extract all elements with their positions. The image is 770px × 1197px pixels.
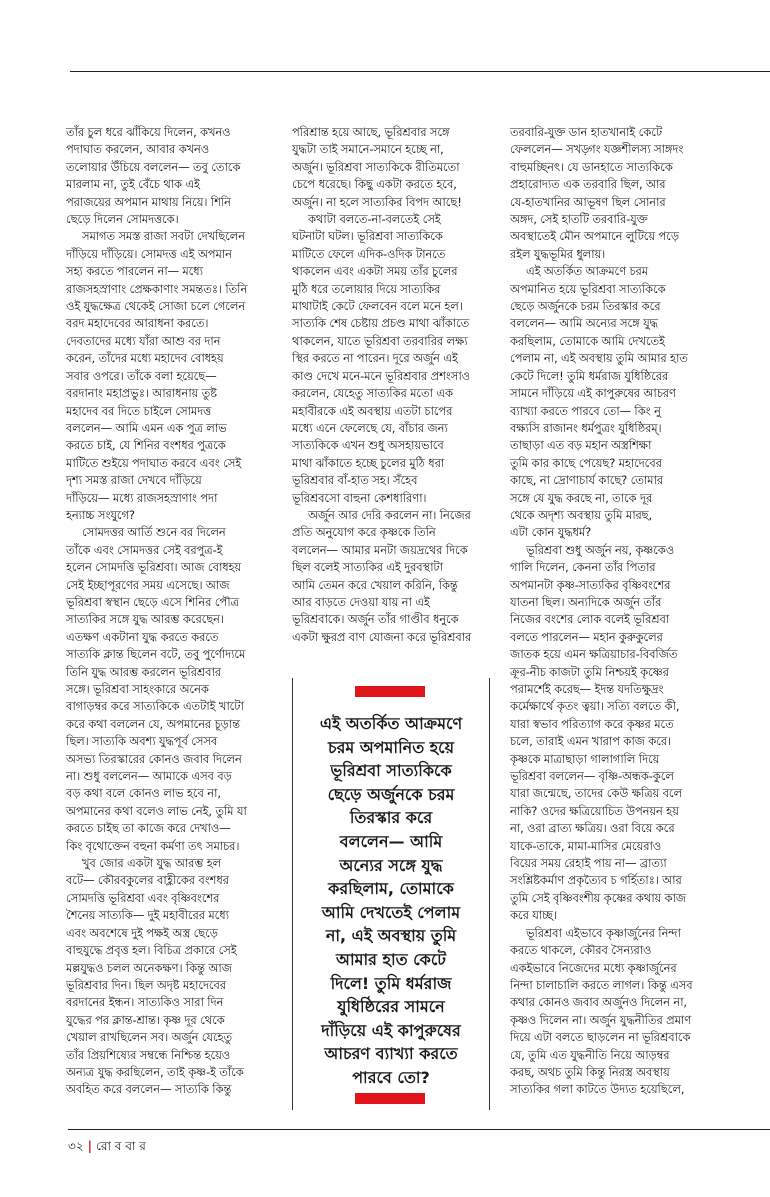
text-line: সমাগত সমস্ত রাজা সবটা দেখছিলেন — [82, 229, 245, 244]
text-line: কর্মেক্ষার্থে কৃতং ত্বয়া। সত্যি বলতে কী, — [510, 699, 680, 714]
pull-quote-line: দাঁড়িয়ে এই কাপুরুষের — [321, 1020, 461, 1040]
text-line: করেন, তাঁদের মধ্যে মহাদেব বোধহয় — [66, 351, 224, 366]
footer-separator: | — [87, 1139, 92, 1153]
text-line: নাকি? ওদের ক্ষত্রিয়োচিত উপনয়ন হয় — [510, 803, 679, 818]
text-line: তলোয়ার উঁচিয়ে বললেন— তবু তোকে — [66, 159, 241, 174]
text-line: ব্যাখ্যা করতে পারবে তো— কিং নু — [510, 403, 661, 418]
text-line: খুব জোর একটা যুদ্ধ আরম্ভ হল — [82, 856, 222, 871]
text-line: কৃষ্ণকে মাত্রাছাড়া গালাগালি দিয়ে — [510, 751, 660, 766]
text-line: থেকে অদৃশ্য অবস্থায় তুমি মারছ, — [510, 507, 652, 522]
text-line: সাত্যকি শেষ চেষ্টায় প্রচণ্ড মাথা ঝাঁকাতে — [292, 316, 470, 331]
text-line: রাজসহস্রাণাং প্রেক্ষকাণাং সমন্ততঃ। তিনি — [66, 281, 248, 296]
text-line: ফেললেন— সখড়্গং যজ্ঞশীলস্য সাঙ্গদং — [510, 142, 684, 157]
text-line: কাণ্ড দেখে মনে-মনে ভূরিশ্রবার প্রশংসাও — [292, 368, 470, 383]
text-line: বলতে পারলেন— মহান কুরুকুলের — [510, 629, 663, 644]
text-line: তিনি যুদ্ধ আরম্ভ করলেন ভূরিশ্রবার — [66, 664, 221, 679]
text-line: পরিশ্রান্ত হয়ে আছে, ভূরিশ্রবার সঙ্গে — [292, 125, 450, 139]
text-line: সংশ্লিষ্টকর্মাণ প্রকৃত্যৈব চ গর্হিতাঃ। আর — [510, 873, 682, 888]
article-column-right — [510, 124, 738, 1099]
pull-quote-line: আচরণ ব্যাখ্যা করতে — [324, 1044, 458, 1064]
pull-quote-text — [293, 712, 489, 1090]
text-line: খেয়াল রাখছিলেন সব। অর্জুন যেহেতু — [66, 1030, 233, 1045]
text-line: শৈনেয় সাত্যকি— দুই মহাবীরের মধ্যে — [66, 908, 229, 923]
page-number: ৩২ — [68, 1139, 84, 1153]
text-line: নিজের বংশের লোক বলেই ভূরিশ্রবা — [510, 612, 670, 627]
pull-quote-line: ছেড়ে অর্জুনকে চরম — [327, 784, 455, 804]
text-line: অবহিত করে বললেন— সাত্যকি কিন্তু — [66, 1082, 232, 1097]
text-line: ক্রূর-নীচ কাজটা তুমি নিশ্চয়ই কৃষ্ণের — [510, 664, 669, 679]
text-line: মাথা ঝাঁকাতে হচ্ছে চুলের মুঠি ধরা — [292, 455, 445, 470]
text-line: পেলাম না, এই অবস্থায় তুমি আমার হাত — [510, 351, 688, 366]
text-line: যে, তুমি এত যুদ্ধনীতি নিয়ে আড়ম্বর — [510, 1047, 670, 1062]
text-line: সাত্যকির গলা কাটতে উদ্যত হয়েছিলে, — [510, 1082, 685, 1097]
text-line: হলেন সোমদত্তি ভূরিশ্রবা। আজ বোধহয় — [66, 560, 242, 575]
text-line: বড় কথা বলে কোনও লাভ হবে না, — [66, 786, 221, 801]
pull-quote-top-bar — [355, 686, 425, 697]
text-line: সঙ্গে। ভূরিশ্রবা সাহংকারে অনেক — [66, 682, 209, 696]
text-line: অসভ্য তিরস্কারের কোনও জবাব দিলেন — [66, 751, 242, 766]
text-line: মধ্যে এনে ফেলেছে যে, বাঁচার জন্য — [292, 420, 448, 435]
text-line: সঙ্গে যে যুদ্ধ করছে না, তাকে দূর — [510, 490, 653, 505]
text-line: যুদ্ধটা তাই সমানে-সমানে হচ্ছে না, — [292, 142, 444, 157]
text-line: এই অতর্কিত আক্রমণে চরম — [526, 264, 648, 279]
text-line: নিন্দা চালাচালি করতে লাগল। কিন্তু এসব — [510, 977, 693, 992]
text-line: চেপে ধরেছে। কিছু একটা করতে হবে, — [292, 177, 457, 192]
text-line: এবং অবশেষে দুই পক্ষই অস্ত্র ছেড়ে — [66, 925, 218, 940]
text-line: স্থির করতে না পারেন। দূরে অর্জুন এই — [292, 351, 458, 366]
pull-quote-line: যুধিষ্ঠিরের সামনে — [337, 997, 445, 1017]
text-line: সাত্যকির সঙ্গে যুদ্ধ আরম্ভ করেছেন। — [66, 612, 224, 627]
text-line: প্রতি অনুযোগ করে কৃষ্ণকে তিনি — [292, 525, 436, 540]
text-line: মল্লযুদ্ধও চলল অনেকক্ষণ। কিন্তু আজ — [66, 960, 232, 975]
text-line: কাছে, না দ্রোণাচার্য কাছে? তোমার — [510, 473, 663, 488]
text-line: অর্জুন। না হলে সাত্যকির বিপদ আছে! — [292, 194, 462, 209]
text-line: তরবারি-যুক্ত ডান হাতখানাই কেটে — [510, 125, 663, 139]
text-line: বরদানাং মহাপ্রভুঃ। আরাধনায় তুষ্ট — [66, 386, 217, 401]
text-line: যাকে-তাকে, মামা-মাসির মেয়েরাও — [510, 838, 662, 853]
text-line: গালি দিলেন, কেননা তাঁর পিতার — [510, 560, 656, 575]
text-line: পরাজয়ের অপমান মাথায় নিয়ে। শিনি — [66, 194, 231, 209]
text-line: বরদানের ইন্ধন। সাত্যকিও সারা দিন — [66, 995, 224, 1010]
pull-quote-line: বললেন— আমি — [339, 831, 443, 851]
text-line: ভূরিশ্রবার বাঁ-হাত সহ। সঁহেব — [292, 473, 418, 488]
text-line: সোমদত্তর আর্তি শুনে বর দিলেন — [82, 525, 226, 540]
pull-quote-line: অন্যের সঙ্গে যুদ্ধ — [339, 855, 443, 875]
text-line: বললেন— আমি অন্যের সঙ্গে যুদ্ধ — [510, 316, 658, 331]
text-line: একইভাবে নিজেদের মধ্যে কৃষ্ণার্জুনের — [510, 960, 677, 975]
text-line: এতক্ষণ একটানা যুদ্ধ করতে করতে — [66, 629, 219, 644]
text-line: মাটিতে ফেলে এদিক-ওদিক টানতে — [292, 246, 446, 261]
text-line: না। শুধু বললেন— আমাকে এসব বড় — [66, 769, 232, 784]
text-line: মুঠি ধরে তলোয়ার দিয়ে সাত্যকির — [292, 281, 441, 296]
text-line: ছিল। সাত্যকি অবশ্য যুদ্ধপূর্ব সেসব — [66, 734, 218, 749]
text-line: ওই যুদ্ধক্ষেত্র থেকেই সোজা চলে গেলেন — [66, 299, 246, 314]
text-line: পরামর্শেই করেছ— ইদন্ত যদতিক্ষুদ্রং — [510, 682, 664, 696]
footer-rule — [68, 1129, 770, 1130]
text-line: ভূরিশ্রবা স্বস্থান ছেড়ে এসে শিনির পৌত্র — [66, 594, 239, 609]
text-line: যারা জন্মেছে, তাদের কেউ ক্ষত্রিয় বলে — [510, 786, 683, 801]
text-line: যুদ্ধের পর ক্লান্ত-শ্রান্ত। কৃষ্ণ দূর থেকে — [66, 1012, 225, 1027]
text-line: অপমানের কথা বলেও লাভ নেই, তুমি যা — [66, 803, 247, 818]
text-line: অবস্থাতেই মৌন অপমানে লুটিয়ে পড়ে — [510, 229, 679, 244]
text-line: কৃষ্ণও দিলেন না। অর্জুন যুদ্ধনীতির প্রমাণ — [510, 1012, 692, 1027]
text-line: তুমি কার কাছে পেয়েছ? মহাদেবের — [510, 455, 662, 470]
text-line: তুমি সেই বৃষ্ণিবংশীয় কৃষ্ণের কথায় কাজ — [510, 890, 687, 905]
text-line: যারা স্বভাব পরিত্যাগ করে কৃষ্ণর মতে — [510, 716, 674, 731]
text-line: অপমানিত হয়ে ভূরিশ্রবা সাত্যকিকে — [510, 281, 666, 296]
text-line: তাঁকে এবং সোমদত্তর সেই বরপুত্র-ই — [66, 542, 223, 557]
text-line: ঘটনাটা ঘটল। ভূরিশ্রবা সাত্যকিকে — [292, 229, 443, 244]
text-line: করে যাচ্ছ। — [510, 908, 557, 923]
text-line: কিং বৃথোক্তেন বহুনা কর্মণা তৎ সমাচর। — [66, 838, 240, 853]
pull-quote-line: দিলে! তুমি ধর্মরাজ — [330, 973, 452, 993]
text-line: আমি তেমন করে খেয়াল করিনি, কিন্তু — [292, 577, 458, 592]
article-column-left — [66, 124, 288, 1099]
pull-quote-line: ভূরিশ্রবা সাত্যকিকে — [330, 761, 452, 781]
text-line: দৃশ্য সমস্ত রাজা দেখবে দাঁড়িয়ে — [66, 473, 202, 488]
text-line: বাহুমচ্ছিনৎ। যে ডানহাতে সাত্যকিকে — [510, 159, 673, 174]
text-line: ভূরিশ্রবা এইভাবে কৃষ্ণার্জুনের নিন্দা — [526, 925, 681, 940]
text-line: জাতক হয়ে এমন ক্ষত্রিয়াচার-বিবর্জিত — [510, 647, 678, 662]
text-line: কথাটা বলতে-না-বলতেই সেই — [308, 212, 441, 227]
text-line: করলেন, যেহেতু সাত্যকির মতো এক — [292, 386, 453, 401]
text-line: মাটিতে শুইয়ে পদাঘাত করবে এবং সেই — [66, 455, 242, 470]
text-line: অন্যত্র যুদ্ধ করছিলেন, তাই কৃষ্ণ-ই তাঁকে — [66, 1064, 244, 1079]
text-line: ভূরিশ্রবা বললেন— বৃষ্ণি-অন্ধক-কুলে — [510, 769, 674, 784]
text-line: সামনে দাঁড়িয়ে এই কাপুরুষের আচরণ — [510, 386, 676, 401]
text-line: না, ওরা ব্রাত্য ক্ষত্রিয়। ওরা বিয়ে করে — [510, 821, 675, 836]
text-line: করতে চাই, যে শিনির বংশধর পুত্রকে — [66, 438, 226, 453]
pull-quote-line: এই অতর্কিত আক্রমণে — [319, 714, 463, 733]
text-line: দেবতাদের মধ্যে যাঁরা আশু বর দান — [66, 333, 221, 348]
text-line: করে কথা বললেন যে, অপমানের চূড়ান্ত — [66, 716, 240, 731]
text-line: কথার কোনও জবাব অর্জুনও দিলেন না, — [510, 995, 687, 1010]
text-line: ছেড়ে অর্জুনকে চরম তিরস্কার করে — [510, 299, 661, 314]
text-line: রইল যুদ্ধভূমির ধুলায়। — [510, 246, 606, 261]
text-line: দিয়ে এটা বলতে ছাড়লেন না ভূরিশ্রবাকে — [510, 1030, 691, 1045]
magazine-name: রো ব বা র — [96, 1139, 146, 1153]
text-line: ভূরিশ্রবসো বাহুনা কেশধারিণা। — [292, 490, 427, 505]
text-line: যে-হাতখানির আভূষণ ছিল সোনার — [510, 194, 666, 209]
text-line: পদাঘাত করলেন, আবার কখনও — [66, 142, 210, 157]
text-line: চলে, তারাই এমন খারাপ কাজ করে। — [510, 734, 671, 749]
text-line: মারলাম না, তুই বেঁচে থাক এই — [66, 177, 200, 192]
text-line: সবার ওপরে। তাঁকে বলা হয়েছে— — [66, 368, 217, 383]
text-line: অর্জুন আর দেরি করলেন না। নিজের — [308, 507, 471, 522]
pull-quote-line: চরম অপমানিত হয়ে — [327, 737, 455, 757]
text-line: বটে— কৌরবকুলের বাহ্লীকের বংশধর — [66, 873, 229, 888]
text-line: বললেন— আমার মনটা জয়দ্রথের দিকে — [292, 542, 468, 557]
text-line: ভূরিশ্রবাকে। অর্জুন তাঁর গাণ্ডীব ধনুকে — [292, 612, 459, 627]
text-line: বিয়ের সময় রেহাই পায় না— ব্রাত্যা — [510, 856, 667, 871]
text-line: ছেড়ে দিলেন সোমদত্তকে। — [66, 212, 179, 227]
page-footer — [68, 1138, 146, 1158]
text-line: এটা কোন যুদ্ধধর্ম? — [510, 525, 592, 540]
text-line: করতে থাকলে, কৌরব সৈন্যরাও — [510, 943, 652, 958]
text-line: থাকলেন এবং একটা সময় তাঁর চুলের — [292, 264, 458, 279]
text-line: মাথাটাই কেটে ফেলবেন বলে মনে হল। — [292, 299, 463, 314]
text-line: সোমদত্তি ভূরিশ্রবা এবং বৃষ্ণিবংশের — [66, 890, 220, 905]
text-line: মহাদেব বর দিতে চাইলে সোমদত্ত — [66, 403, 212, 418]
text-line: তাছাড়া এত বড় মহান অস্ত্রশিক্ষা — [510, 438, 652, 453]
text-line: সেই ইচ্ছাপূরণের সময় এসেছে। আজ — [66, 577, 230, 592]
text-line: সাত্যকি ক্লান্ত ছিলেন বটে, তবু পুর্ণোদ্যমে — [66, 647, 246, 662]
text-line: একটা ক্ষুরপ্র বাণ যোজনা করে ভূরিশ্রবার — [292, 629, 472, 644]
pull-quote-line: আমার হাত কেটে — [335, 949, 446, 969]
text-line: অর্জুন। ভূরিশ্রবা সাত্যকিকে রীতিমতো — [292, 159, 460, 174]
pull-quote-bottom-bar — [355, 1093, 425, 1104]
pull-quote-line: তিরস্কার করে — [349, 808, 433, 828]
text-line: মহাবীরকে এই অবস্থায় এতটা চাপের — [292, 403, 453, 418]
pull-quote-line: না, এই অবস্থায় তুমি — [325, 926, 457, 946]
pull-quote-line: করছিলাম, তোমাকে — [328, 879, 454, 899]
text-line: তাঁর প্রিয়শিষ্যের সম্বন্ধে নিশ্চিন্ত হয়েও — [66, 1047, 231, 1062]
text-line: বরদ মহাদেবের আরাধনা করতে। — [66, 316, 209, 331]
header-rule — [70, 71, 770, 72]
text-line: বললেন— আমি এমন এক পুত্র লাভ — [66, 420, 227, 435]
article-column-middle — [292, 124, 492, 646]
pull-quote-line: আমি দেখতেই পেলাম — [321, 902, 461, 922]
text-line: বাগাড়ম্বর করে সাত্যকিকে এতটাই খাটো — [66, 699, 244, 714]
text-line: সহ্য করতে পারলেন না— মধ্যে — [66, 264, 203, 279]
text-line: থাকলেন, যাতে ভূরিশ্রবা তরবারির লক্ষ্য — [292, 333, 468, 348]
text-line: দাঁড়িয়ে— মধ্যে রাজসহস্রাণাং পদা — [66, 490, 218, 505]
text-line: ভূরিশ্রবার দিন। ছিল অদৃষ্ট মহাদেবের — [66, 977, 226, 992]
text-line: আর বাড়তে দেওয়া যায় না এই — [292, 594, 430, 609]
text-line: বাহুযুদ্ধে প্রবৃত্ত হল। বিচিত্র প্রকারে সেই — [66, 943, 237, 958]
text-line: ছিল বলেই সাত্যকির এই দুরবস্থাটা — [292, 560, 443, 575]
text-line: অঙ্গদ, সেই হাতটি তরবারি-যুক্ত — [510, 212, 648, 227]
text-line: সাত্যকিকে এখন শুধু অসহায়ভাবে — [292, 438, 444, 453]
text-line: দাঁড়িয়ে দাঁড়িয়ে। সোমদত্ত এই অপমান — [66, 246, 232, 261]
text-line: বক্ষ্যসি রাজানং ধর্মপুত্রং যুধিষ্ঠিরম্। — [510, 420, 662, 435]
text-line: কেটে দিলে! তুমি ধর্মরাজ যুধিষ্ঠিরের — [510, 368, 669, 383]
text-line: অপমানটা কৃষ্ণ-সাত্যকির বৃষ্ণিবংশের — [510, 577, 671, 592]
text-line: তাঁর চুল ধরে ঝাঁকিয়ে দিলেন, কখনও — [66, 125, 231, 139]
text-line: করতে চাইছ তা কাজে করে দেখাও— — [66, 821, 231, 836]
text-line: ভূরিশ্রবা শুধু অর্জুন নয়, কৃষ্ণকেও — [526, 542, 675, 557]
text-line: প্রহারোদ্যত এক তরবারি ছিল, আর — [510, 177, 666, 192]
pull-quote-box — [292, 678, 490, 1110]
text-line: করছিলাম, তোমাকে আমি দেখতেই — [510, 333, 665, 348]
text-line: যাতনা ছিল। অন্যদিকে অর্জুন তাঁর — [510, 594, 662, 609]
text-line: করছ, অথচ তুমি কিন্তু নিরস্ত্র অবস্থায় — [510, 1064, 670, 1079]
text-line: হন্যাচ্চ সংযুগে? — [66, 507, 135, 522]
pull-quote-line: পারবে তো? — [352, 1067, 430, 1087]
